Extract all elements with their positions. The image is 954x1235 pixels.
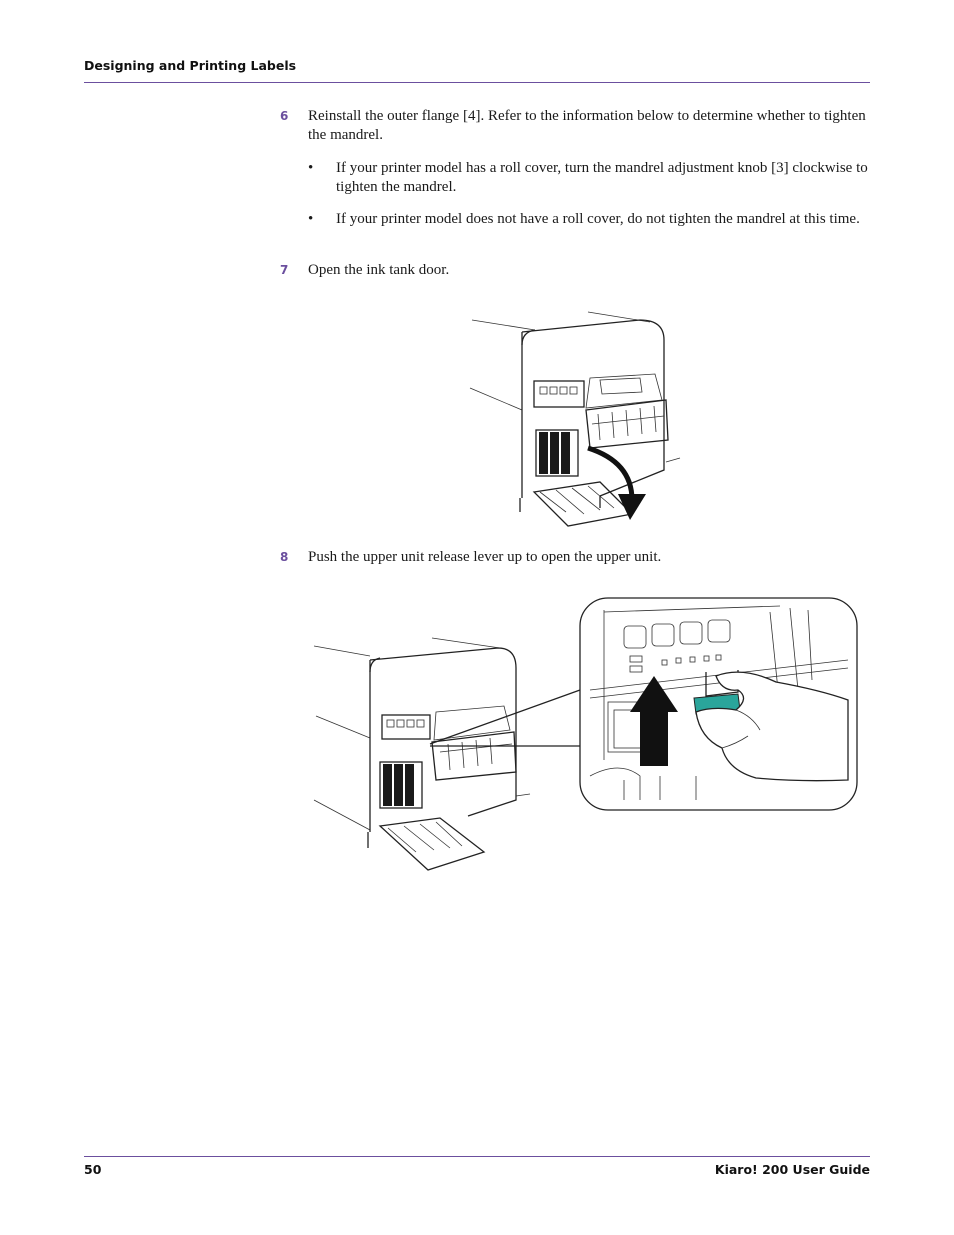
bullet-symbol: • bbox=[308, 211, 314, 227]
step-text: Reinstall the outer flange [4]. Refer to the information below to determine whether to tighten the mandrel. bbox=[308, 108, 866, 143]
page-number: 50 bbox=[84, 1162, 102, 1177]
bullet-text: If your printer model does not have a roll cover, do not tighten the mandrel at this time. bbox=[336, 211, 860, 227]
bullet-symbol: • bbox=[308, 160, 314, 176]
bullet-text: If your printer model has a roll cover, turn the mandrel adjustment knob [3] clockwise to tighten the mandrel. bbox=[336, 160, 868, 195]
guide-title: Kiaro! 200 User Guide bbox=[714, 1162, 870, 1177]
step-number: 6 bbox=[280, 109, 289, 123]
step-text: Open the ink tank door. bbox=[308, 262, 450, 278]
footer-rule bbox=[84, 1156, 870, 1157]
step-text: Push the upper unit release lever up to open the upper unit. bbox=[308, 549, 662, 565]
step-number: 8 bbox=[280, 550, 289, 564]
page-header-title: Designing and Printing Labels bbox=[84, 58, 297, 73]
step-number: 7 bbox=[280, 263, 289, 277]
